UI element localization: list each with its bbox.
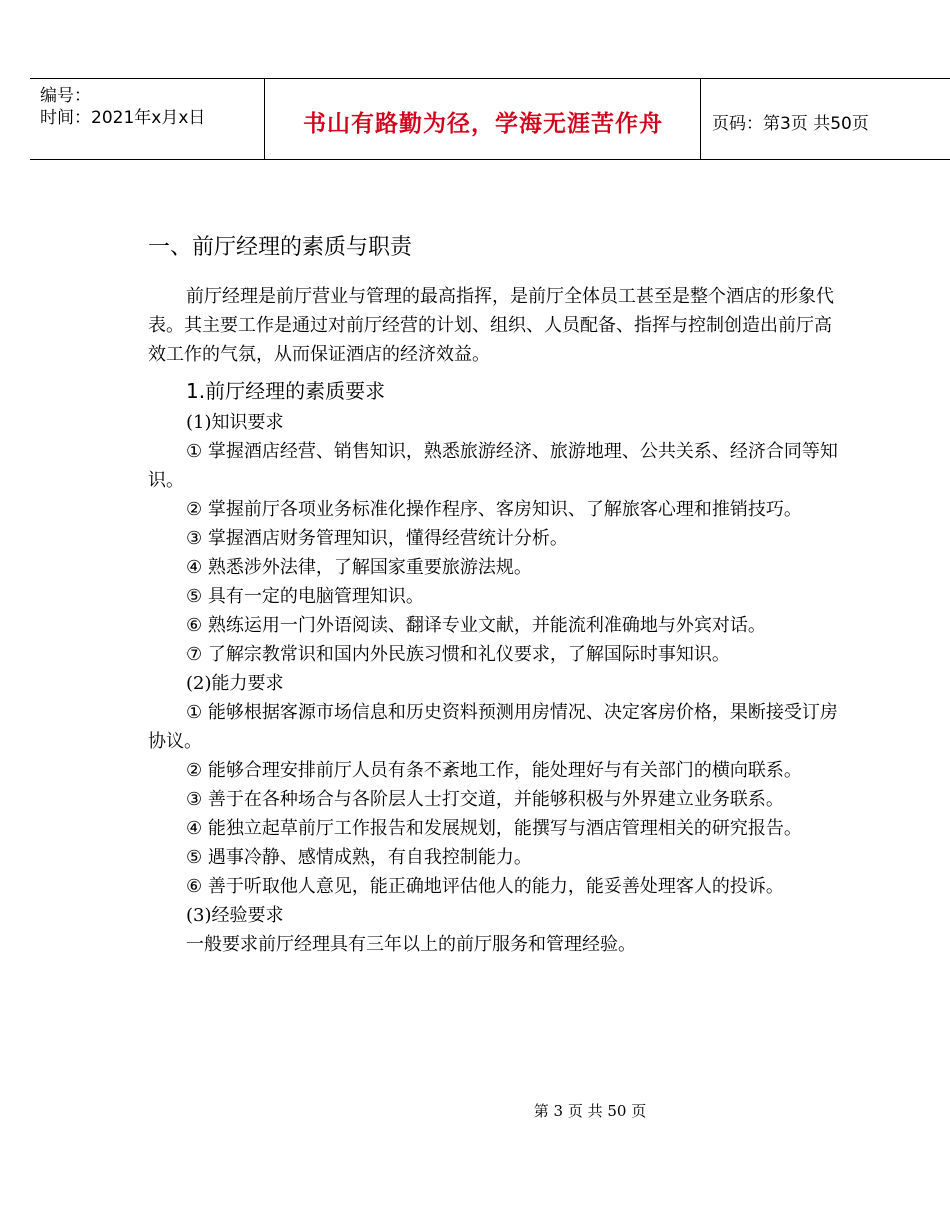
intro-paragraph: 前厅经理是前厅营业与管理的最高指挥，是前厅全体员工甚至是整个酒店的形象代表。其主要工作是通过对前厅经营的计划、组织、人员配备、指挥与控制创造出前厅高效工作的气氛，从而保证酒店的经济效益。 — [148, 286, 834, 365]
knowledge-item: ⑥ 熟练运用一门外语阅读、翻译专业文献，并能流利准确地与外宾对话。 — [186, 615, 766, 636]
subsection-title: 1.前厅经理的素质要求 — [186, 379, 386, 403]
ability-item: ② 能够合理安排前厅人员有条不紊地工作，能处理好与有关部门的横向联系。 — [186, 760, 802, 781]
knowledge-item: ② 掌握前厅各项业务标准化操作程序、客房知识、了解旅客心理和推销技巧。 — [186, 499, 802, 520]
header-motto: 书山有路勤为径，学海无涯苦作舟 — [303, 111, 663, 137]
page-footer: 第 3 页 共 50 页 — [533, 1102, 647, 1120]
knowledge-item: ⑤ 具有一定的电脑管理知识。 — [186, 586, 424, 607]
knowledge-item: ④ 熟悉涉外法律，了解国家重要旅游法规。 — [186, 557, 532, 578]
section-title: 一、前厅经理的素质与职责 — [148, 235, 413, 260]
header-meta — [40, 85, 205, 129]
document-body — [148, 228, 838, 959]
knowledge-item: ⑦ 了解宗教常识和国内外民族习惯和礼仪要求，了解国际时事知识。 — [186, 644, 730, 665]
header-divider-right — [700, 79, 701, 159]
header-divider-left — [264, 79, 265, 159]
experience-heading: (3)经验要求 — [186, 905, 284, 926]
ability-heading: (2)能力要求 — [186, 673, 284, 694]
ability-item: ⑤ 遇事冷静、感情成熟，有自我控制能力。 — [186, 847, 532, 868]
document-header — [30, 78, 950, 160]
knowledge-heading: (1)知识要求 — [186, 412, 284, 433]
ability-item: ⑥ 善于听取他人意见，能正确地评估他人的能力，能妥善处理客人的投诉。 — [186, 876, 784, 897]
knowledge-item: ① 掌握酒店经营、销售知识，熟悉旅游经济、旅游地理、公共关系、经济合同等知识。 — [148, 441, 838, 491]
experience-text: 一般要求前厅经理具有三年以上的前厅服务和管理经验。 — [186, 934, 636, 955]
knowledge-item: ③ 掌握酒店财务管理知识，懂得经营统计分析。 — [186, 528, 568, 549]
ability-item: ① 能够根据客源市场信息和历史资料预测用房情况、决定客房价格，果断接受订房协议。 — [148, 702, 838, 752]
ability-item: ③ 善于在各种场合与各阶层人士打交道，并能够积极与外界建立业务联系。 — [186, 789, 784, 810]
ability-item: ④ 能独立起草前厅工作报告和发展规划，能撰写与酒店管理相关的研究报告。 — [186, 818, 802, 839]
time-label: 时间：2021年x月x日 — [40, 108, 206, 128]
header-page-info: 页码：第3页 共50页 — [712, 114, 869, 134]
number-label: 编号： — [40, 86, 91, 106]
